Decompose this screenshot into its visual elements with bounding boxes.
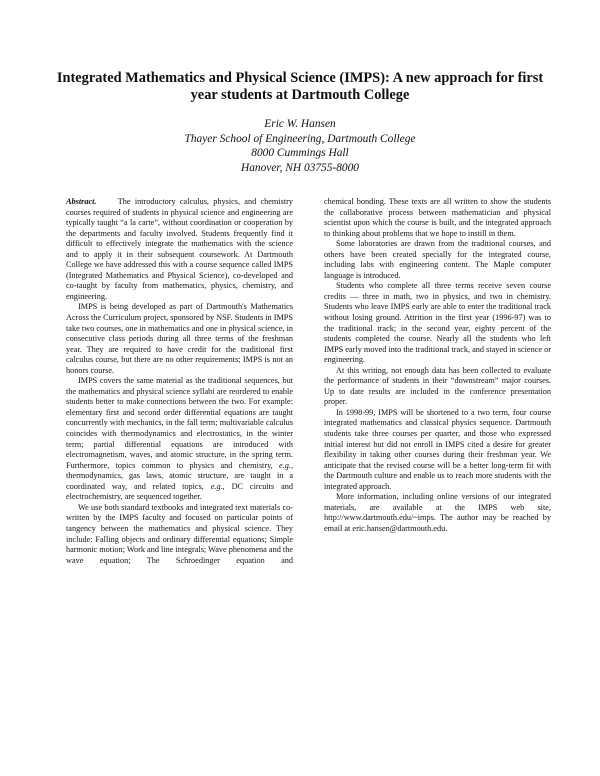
paragraph-3 (66, 376, 293, 503)
paragraph-4-continued: chemical bonding. These texts are all written to show the students the collaborative process between mathematician and physical scientist upon which the course is built, and the integrated approach to thinking about problems that we hope to instill in them. (324, 197, 551, 238)
paragraph-3-part-b: , thermodynamics, gas laws, atomic structure, are taught in a coordinated way, and related topics, (66, 460, 293, 491)
author-street: 8000 Cummings Hall (251, 147, 349, 160)
author-name: Eric W. Hansen (264, 118, 336, 130)
eg-abbrev-1: e.g. (279, 460, 291, 470)
paper-title (50, 70, 550, 104)
paragraph-5: Some laboratories are drawn from the traditional courses, and others have been created specially for the integrated course, including labs with engineering content. The Maple computer language is introduced. (324, 239, 551, 280)
title-line-1: Integrated Mathematics and Physical Science (IMPS): A new approach for first (56, 70, 544, 86)
abstract-label: Abstract. (66, 197, 97, 206)
paragraph-3-part-c: , DC circuits and electrochemistry, are sequenced together. (66, 481, 294, 502)
left-column (66, 197, 293, 566)
title-line-2: year students at Dartmouth College (190, 87, 410, 103)
paragraph-2: IMPS is being developed as part of Dartmouth's Mathematics Across the Curriculum project, sponsored by NSF. Students in IMPS take two courses, one in mathematics and one in physical science, in consecutive class periods during all three terms of the freshman year. They are required to have credit for the traditional first calculus course, but there are no other requirements; IMPS is not an honors course. (66, 302, 293, 375)
paragraph-8: In 1998-99, IMPS will be shortened to a two term, four course integrated mathematics and classical physics sequence. Dartmouth students take three courses per quarter, and those who expressed initial interest but did not enroll in IMPS cited a desire for greater flexibility in taking other courses during their freshman year. We anticipate that the revised course will be a better long-term fit with the Dartmouth culture and enable us to reach more students with the integrated approach. (324, 407, 551, 491)
eg-abbrev-2: e.g. (210, 481, 223, 491)
right-column (324, 197, 551, 535)
paragraph-9: More information, including online versions of our integrated materials, are available at the IMPS web site, http://www.dartmouth.edu/~imps. The author may be reached by email at eric.hansen@dartmouth.edu. (324, 492, 551, 533)
paragraph-4: We use both standard textbooks and integrated text materials co-written by the IMPS faculty and focused on particular points of tangency between the mathematics and physical science. They include: Falling objects and ordinary differential equations; Simple harmonic motion; Work and line integrals; Wave phenomena and the wave equation; The Schroedinger equation and (66, 502, 293, 565)
paragraph-7: At this writing, not enough data has been collected to evaluate the performance of students in their “downstream” major courses. Up to date results are included in the conference presentation proper. (324, 365, 551, 407)
abstract-text: The introductory calculus, physics, and chemistry courses required of students in physical science and engineering are typically taught “a la carte”, without coordination or cooperation by the departments and faculty involved. Students frequently find it difficult to effectively integrate the mathematics with the science and to apply it in their subsequent coursework. At Dartmouth College we have addressed this with a course sequence called IMPS (Integrated Mathematics and Physical Science), co-developed and co-taught by faculty from mathematics, physics, chemistry, and engineering. (66, 197, 293, 301)
abstract-paragraph (66, 197, 293, 302)
author-affiliation: Thayer School of Engineering, Dartmouth College (184, 132, 416, 145)
paragraph-6: Students who complete all three terms receive seven course credits — three in math, two in physics, and two in chemistry. Students who leave IMPS early are able to enter the traditional track without losing ground. Attrition in the first year (1996-97) was to the traditional track; in the second year, eighty percent of the students completed the course. Nearly all the students who left IMPS early moved into the traditional track, and stayed in science or engineering. (324, 281, 551, 365)
paragraph-3-part-a: IMPS covers the same material as the traditional sequences, but the mathematics and physical science syllabi are reordered to enable students better to make connections between the two. For example: elementary first and second order differential equations are taught concurrently with mechanics, in the fall term; multivariable calculus coincides with thermodynamics and electrostatics, in the winter term; partial differential equations are introduced with electromagnetism, waves, and atomic structure, in the spring term. Furthermore, topics common to physics and chemistry, (66, 376, 293, 470)
author-block (80, 117, 520, 175)
author-city: Hanover, NH 03755-8000 (240, 161, 359, 174)
